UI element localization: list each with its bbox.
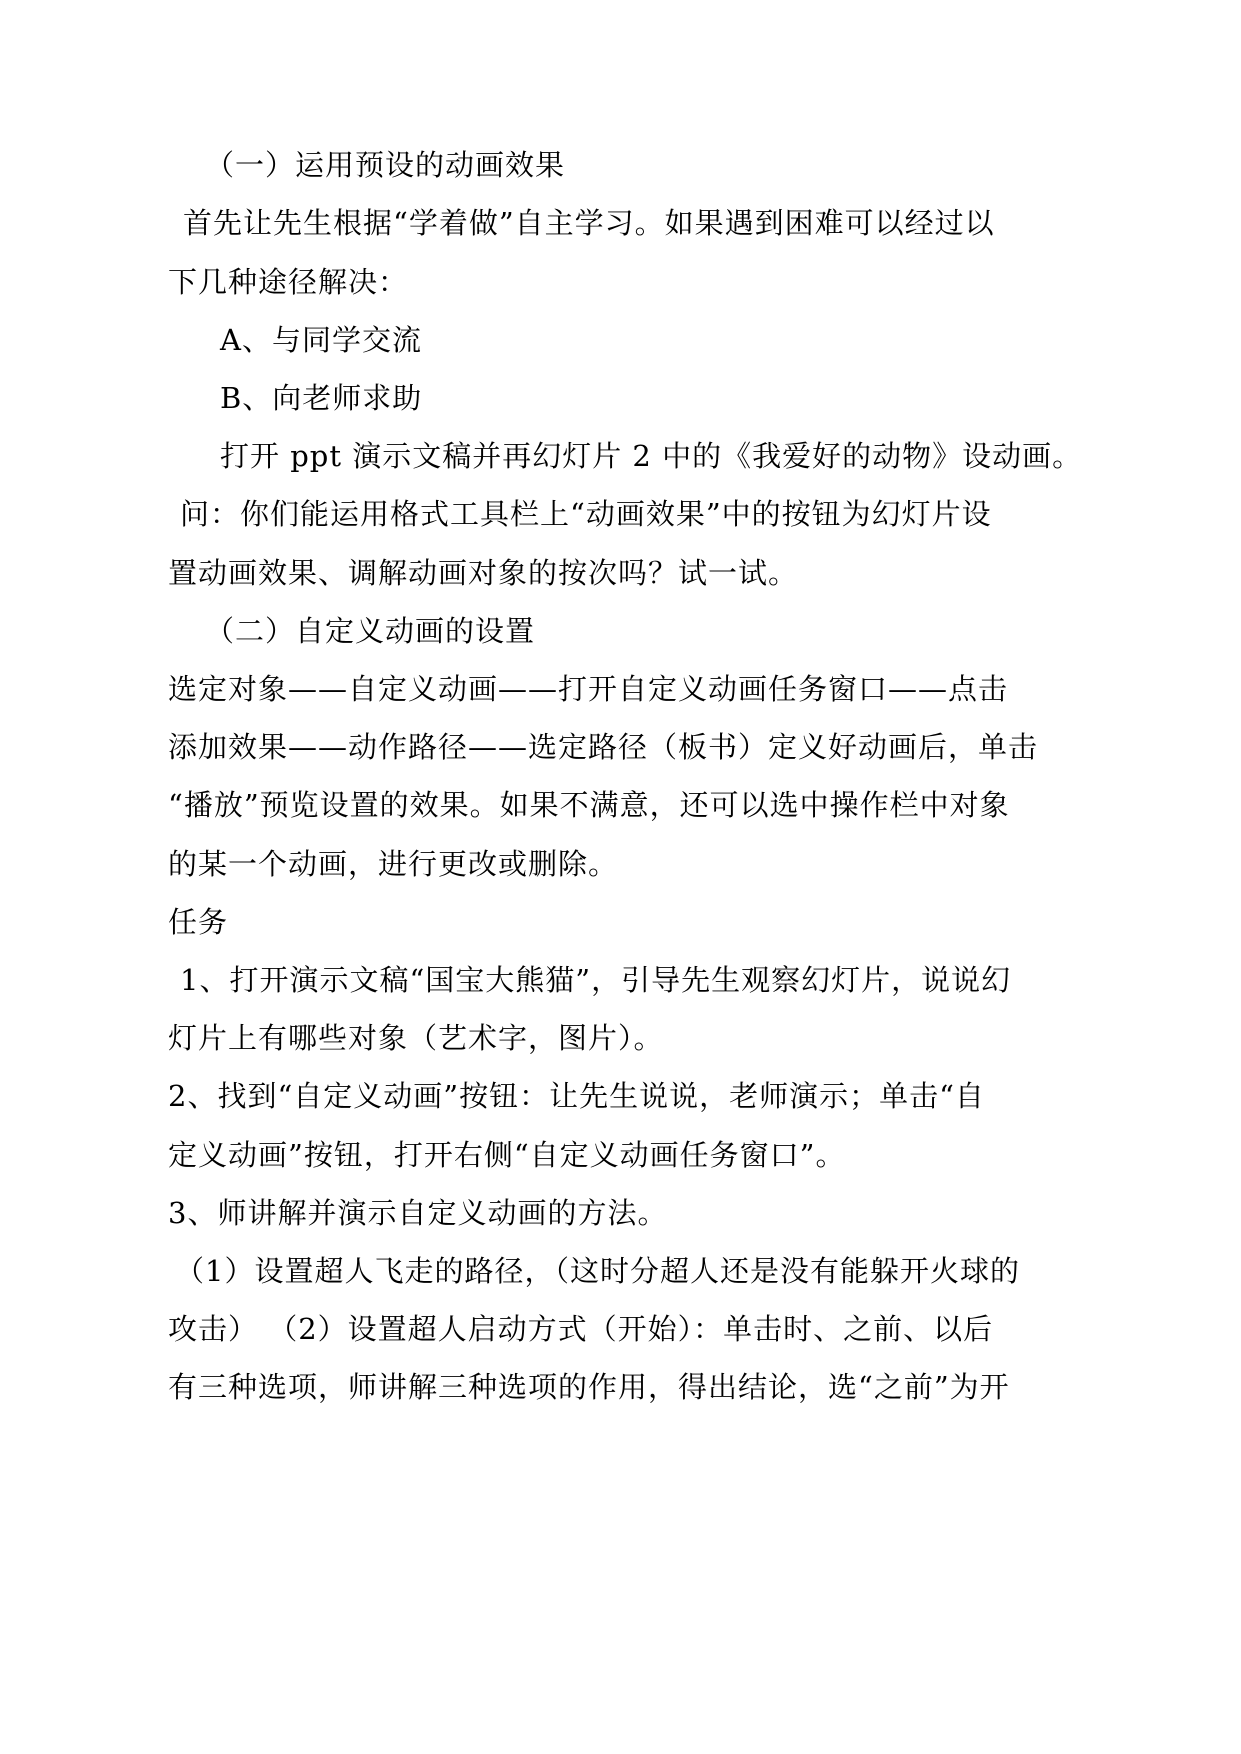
paragraph-line: 定义动画”按钮，打开右侧“自定义动画任务窗口”。: [168, 1138, 846, 1172]
paragraph-line: 的某一个动画，进行更改或删除。: [168, 847, 619, 881]
task-item-1: 1、打开演示文稿“国宝大熊猫”，引导先生观察幻灯片，说说幻: [180, 963, 1012, 997]
paragraph-line: “播放”预览设置的效果。如果不满意，还可以选中操作栏中对象: [168, 788, 1010, 822]
paragraph-line: 首先让先生根据“学着做”自主学习。如果遇到困难可以经过以: [183, 206, 995, 240]
list-item-b: B、向老师求助: [220, 381, 423, 415]
paragraph-line: 攻击） （2）设置超人启动方式（开始）：单击时、之前、以后: [168, 1312, 994, 1346]
task-item-3: 3、师讲解并演示自定义动画的方法。: [168, 1196, 668, 1230]
task-heading: 任务: [168, 905, 229, 939]
paragraph-line: 选定对象——自定义动画——打开自定义动画任务窗口——点击: [168, 672, 1009, 706]
list-item-a: A、与同学交流: [220, 323, 422, 357]
paragraph-line: 问：你们能运用格式工具栏上“动画效果”中的按钮为幻灯片设: [180, 497, 992, 531]
task-item-2: 2、找到“自定义动画”按钮：让先生说说，老师演示；单击“自: [168, 1079, 985, 1113]
paragraph-line: 有三种选项，师讲解三种选项的作用，得出结论，选“之前”为开: [168, 1370, 1010, 1404]
section-heading-custom-animation: （二）自定义动画的设置: [205, 614, 536, 648]
paragraph-line: （1）设置超人飞走的路径，（这时分超人还是没有能躲开火球的: [175, 1254, 1020, 1288]
paragraph-line: 灯片上有哪些对象（艺术字，图片）。: [168, 1021, 664, 1055]
paragraph-line: 添加效果——动作路径——选定路径（板书）定义好动画后，单击: [168, 730, 1039, 764]
paragraph-line: 置动画效果、调解动画对象的按次吗？试一试。: [168, 556, 799, 590]
paragraph-line: 打开 ppt 演示文稿并再幻灯片 2 中的《我爱好的动物》设动画。: [220, 439, 1083, 473]
paragraph-line: 下几种途径解决：: [168, 265, 409, 299]
section-heading-preset-animation: （一）运用预设的动画效果: [205, 148, 566, 182]
